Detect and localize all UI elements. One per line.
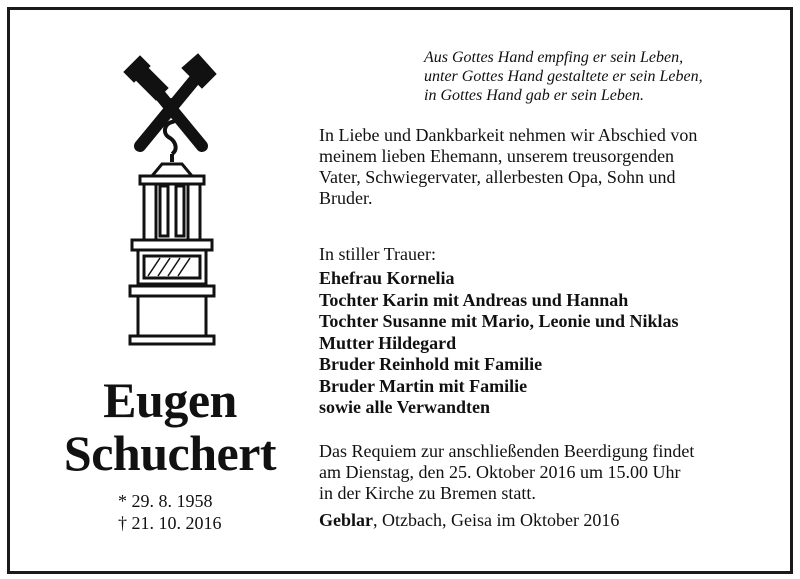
farewell-line: Vater, Schwiegervater, allerbesten Opa, Sohn und: [319, 167, 676, 187]
mourner-entry: Bruder Martin mit Familie: [319, 375, 528, 396]
place-bold: Geblar: [319, 510, 373, 530]
mourner-entry: Ehefrau Kornelia: [319, 268, 455, 288]
miners-lamp-emblem-icon: [118, 50, 223, 350]
death-date: † 21. 10. 2016: [118, 513, 222, 533]
requiem-line: Das Requiem zur anschließenden Beerdigung findet: [319, 441, 695, 461]
farewell-text: [319, 125, 754, 209]
mourner-entry: Tochter Susanne mit Mario, Leonie und Niklas: [319, 311, 679, 331]
deceased-last-name: Schuchert: [63, 425, 277, 481]
mourner-entry: Mutter Hildegard: [319, 332, 457, 353]
verse-line: Aus Gottes Hand empfing er sein Leben,: [424, 49, 684, 66]
farewell-line: Bruder.: [319, 188, 373, 208]
requiem-line: am Dienstag, den 25. Oktober 2016 um 15.00 Uhr: [319, 462, 681, 482]
mourning-label: In stiller Trauer:: [319, 244, 436, 264]
place-and-date: [319, 510, 619, 531]
requiem-notice: [319, 441, 694, 504]
deceased-first-name: Eugen: [103, 372, 237, 428]
verse-line: in Gottes Hand gab er sein Leben.: [424, 87, 644, 104]
farewell-line: meinem lieben Ehemann, unserem treusorgenden: [319, 146, 675, 166]
requiem-line: in der Kirche zu Bremen statt.: [319, 483, 536, 503]
mourner-entry: sowie alle Verwandten: [319, 397, 490, 417]
mourner-entry: Bruder Reinhold mit Familie: [319, 354, 543, 374]
place-rest: , Otzbach, Geisa im Oktober 2016: [373, 510, 620, 530]
mourners-list: [319, 268, 679, 419]
mourner-entry: Tochter Karin mit Andreas und Hannah: [319, 289, 629, 310]
life-dates: [118, 490, 222, 534]
bible-verse: [424, 48, 703, 105]
birth-date: * 29. 8. 1958: [118, 491, 213, 511]
verse-line: unter Gottes Hand gestaltete er sein Leben,: [424, 68, 703, 85]
farewell-line: In Liebe und Dankbarkeit nehmen wir Abschied von: [319, 125, 698, 145]
